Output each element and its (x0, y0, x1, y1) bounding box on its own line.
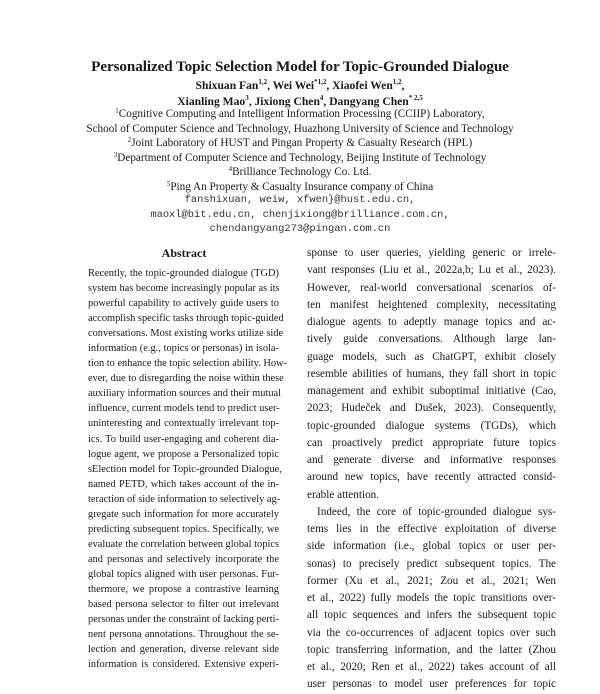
abstract-body (88, 266, 287, 672)
email-line: fanshixuan, weiw, xfwen}@hust.edu.cn, (184, 194, 416, 206)
affiliation-list (0, 107, 600, 195)
author-affil-sup: 1,2 (392, 78, 402, 86)
body-line: via the co-occurrences of adjacent topics over such (307, 626, 556, 639)
body-line: can proactively predict appropriate future topics (307, 436, 556, 449)
author-name: Wei Wei (272, 79, 315, 92)
separator: , (326, 79, 333, 92)
affiliation (0, 122, 600, 137)
abstract-line: ever, due to disregarding the noise within these (88, 373, 284, 385)
body-line: user personas to model user preferences for topic (307, 678, 556, 691)
affil-sup: 3 (113, 150, 118, 159)
abstract-line: teraction of side information to selectively ag- (88, 493, 281, 505)
affil-text: Ping An Property & Casualty Insurance company of China (170, 180, 434, 193)
abstract-line: accomplish specific tasks through topic-guided (88, 313, 284, 325)
abstract-line: global topics aligned with user personas. Fur- (88, 568, 279, 580)
author-list (0, 78, 600, 110)
body-line: around new topics, have recently attracted consid- (307, 471, 556, 484)
affiliation (0, 107, 600, 122)
abstract-line: ics. To build user-engaging and coherent dia- (88, 433, 279, 445)
affil-text: Cognitive Computing and Intelligent Information Processing (CCIIP) Laboratory, (118, 108, 485, 120)
author-name: Xiaofei Wen (332, 79, 393, 92)
affil-text: Joint Laboratory of HUST and Pingan Property & Casualty Research (HPL) (131, 137, 473, 150)
abstract-line: conversations. Most existing works utilize side (88, 328, 284, 340)
abstract-line: system has become increasingly popular as its (88, 283, 280, 295)
body-line: all topic sequences and infers the subsequent topic (307, 609, 556, 622)
author-name: Xianling Mao (177, 95, 246, 108)
body-line: former (Xu et al., 2021; Zou et al., 2021; Wen (307, 574, 556, 587)
intro-body (307, 245, 556, 694)
body-line: tems lies in the effective exploitation of diverse (307, 523, 556, 535)
body-line: management and exhibit suboptimal initiative (Cao, (307, 385, 556, 397)
body-line: However, real-world conversational scenarios of- (307, 281, 556, 294)
abstract-line: and personas and selectively incorporate the (88, 553, 279, 565)
body-line: dialogue agents to adeptly manage topics and ac- (307, 316, 556, 328)
abstract-line: nent persona annotations. Throughout the se- (88, 629, 279, 641)
affil-sup: 1 (115, 107, 119, 115)
affiliation (0, 151, 600, 166)
author-name: Jixiong Chen (254, 95, 320, 108)
abstract-line: predicting subsequent topics. Specifically, we (88, 523, 279, 535)
affiliation (0, 165, 600, 180)
body-line: erable attention. (307, 488, 380, 501)
author-affil-sup: 3 (245, 94, 249, 102)
abstract-line: powerful capability to actively guide users to (88, 298, 279, 310)
abstract-line: logue agent, we propose a Personalized topic (88, 448, 279, 460)
body-line: guage models, such as ChatGPT, exhibit closely (307, 350, 556, 363)
abstract-line: lection and generation, diverse relevant side (88, 644, 279, 656)
body-line: side information (i.e., global topics or user per- (307, 540, 556, 553)
abstract-line: personas under the constraint of lacking perti- (88, 614, 280, 626)
author-affil-sup: *1,2 (314, 78, 327, 86)
body-line: vant responses (Liu et al., 2022a,b; Lu et al., 2023). (307, 264, 556, 277)
paper-title: Personalized Topic Selection Model for Topic-Grounded Dialogue (91, 58, 509, 75)
abstract-line: tion to enhance the topic selection ability. How- (88, 358, 287, 370)
affil-sup: 5 (166, 179, 171, 188)
separator: , (401, 79, 405, 92)
body-line: 2023; Hudeček and Dušek, 2023). Consequently, (307, 402, 556, 415)
abstract-line: gregate such information for more accurately (88, 508, 279, 520)
email-list (0, 193, 600, 237)
email-line: chendangyang273@pingan.com.cn (209, 223, 391, 236)
body-line: et al., 2020; Ren et al., 2022) takes account of all (307, 661, 556, 673)
abstract-line: information is considered. Extensive experi- (88, 659, 279, 671)
body-line: et al., 2022) fully models the topic transitions over- (307, 592, 556, 604)
body-line: sponse to user queries, yielding generic or irrele- (307, 247, 556, 259)
separator: , (267, 79, 273, 92)
email-line: maoxl@bit.edu.cn, chenjixiong@brilliance.com.cn, (150, 208, 450, 221)
affil-text: Department of Computer Science and Technology, Beijing Institute of Technology (117, 151, 487, 164)
body-line: and generate diverse and informative responses (307, 454, 556, 466)
body-line: sonas) to precisely predict subsequent topics. The (307, 557, 556, 570)
abstract-line: uninteresting and contextually irrelevant top- (88, 418, 279, 430)
abstract-line: auxiliary information sources and their mutual (88, 388, 282, 400)
abstract-line: influence, current models tend to predict user- (88, 403, 280, 415)
author-affil-sup: * 2,5 (408, 94, 423, 102)
abstract-line: Recently, the topic-grounded dialogue (TGD) (88, 268, 279, 279)
author-name: Shixuan Fan (195, 79, 259, 92)
affil-text: Brilliance Technology Co. Ltd. (232, 166, 372, 179)
body-line: Indeed, the core of topic-grounded dialogue sys- (317, 505, 556, 518)
affil-sup: 2 (127, 136, 132, 145)
abstract-line: information (e.g., topics or personas) in isola- (88, 343, 279, 355)
body-line: topic-grounded dialogue systems (TGDs), which (307, 419, 556, 432)
author-affil-sup: 1,2 (258, 78, 268, 86)
author-line-1 (0, 78, 600, 94)
abstract-line: named PETD, which takes account of the in- (88, 478, 279, 490)
body-line: tively guide conversations. Although large lan- (307, 333, 556, 346)
abstract-heading: Abstract (161, 246, 207, 260)
body-line: topic transferring information, and the latter (Zhou (307, 643, 556, 656)
affiliation (0, 136, 600, 151)
author-affil-sup: 4 (319, 94, 324, 102)
affil-text: School of Computer Science and Technology, Huazhong University of Science and Technology (86, 122, 514, 135)
abstract-line: based persona selector to filter out irrelevant (88, 599, 279, 611)
abstract-line: thermore, we propose a contrastive learning (88, 583, 279, 595)
author-name: Dangyang Chen (329, 95, 409, 108)
separator: , (248, 95, 255, 108)
abstract-line: evaluate the correlation between global topics (88, 538, 279, 550)
body-line: resemble abilities of humans, they fall short in topic (307, 367, 556, 380)
body-line: ten manifest heightened complexity, necessitating (307, 298, 556, 311)
abstract-line: sElection model for Topic-grounded Dialogue, (88, 463, 282, 475)
separator: , (323, 95, 330, 108)
affil-sup: 4 (228, 165, 233, 174)
